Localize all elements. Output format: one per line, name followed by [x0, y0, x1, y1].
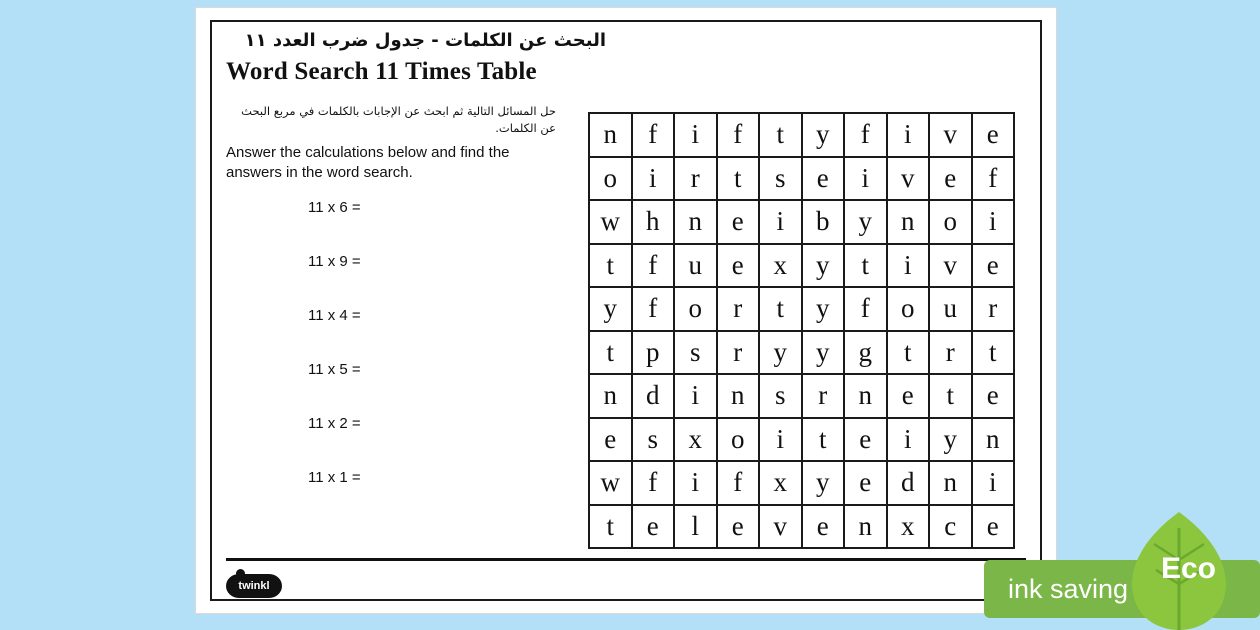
grid-cell: r	[675, 158, 718, 202]
instructions-english: Answer the calculations below and find the answers in the word search.	[226, 144, 510, 182]
grid-cell: y	[803, 114, 846, 158]
grid-cell: y	[803, 462, 846, 506]
grid-cell: e	[973, 375, 1016, 419]
grid-cell: e	[973, 506, 1016, 550]
page-title-arabic: البحث عن الكلمات - جدول ضرب العدد ١١	[244, 30, 606, 51]
grid-cell: y	[845, 201, 888, 245]
grid-cell: s	[633, 419, 676, 463]
grid-cell: w	[590, 462, 633, 506]
grid-cell: n	[718, 375, 761, 419]
grid-cell: g	[845, 332, 888, 376]
worksheet-page	[196, 8, 1056, 613]
page-title-english: Word Search 11 Times Table	[226, 58, 537, 85]
calculation-item: 11 x 6 =	[308, 199, 361, 216]
grid-cell: v	[930, 114, 973, 158]
grid-cell: r	[803, 375, 846, 419]
calculation-item: 11 x 5 =	[308, 361, 361, 378]
grid-cell: i	[973, 201, 1016, 245]
grid-cell: y	[760, 332, 803, 376]
grid-cell: t	[930, 375, 973, 419]
grid-cell: l	[675, 506, 718, 550]
grid-cell: f	[633, 462, 676, 506]
grid-cell: n	[888, 201, 931, 245]
grid-cell: e	[718, 201, 761, 245]
grid-cell: y	[590, 288, 633, 332]
grid-cell: v	[930, 245, 973, 289]
word-search-row	[590, 375, 1015, 419]
grid-cell: o	[888, 288, 931, 332]
grid-cell: f	[718, 462, 761, 506]
grid-cell: v	[888, 158, 931, 202]
grid-cell: n	[845, 375, 888, 419]
grid-cell: w	[590, 201, 633, 245]
grid-cell: b	[803, 201, 846, 245]
word-search-row	[590, 462, 1015, 506]
grid-cell: f	[845, 114, 888, 158]
grid-cell: e	[930, 158, 973, 202]
grid-cell: e	[718, 245, 761, 289]
grid-cell: r	[973, 288, 1016, 332]
grid-cell: f	[633, 245, 676, 289]
grid-cell: x	[760, 245, 803, 289]
grid-cell: t	[590, 332, 633, 376]
grid-cell: i	[888, 245, 931, 289]
grid-cell: e	[803, 158, 846, 202]
grid-cell: v	[760, 506, 803, 550]
grid-cell: e	[718, 506, 761, 550]
grid-cell: e	[973, 245, 1016, 289]
grid-cell: h	[633, 201, 676, 245]
grid-cell: x	[888, 506, 931, 550]
grid-cell: u	[930, 288, 973, 332]
grid-cell: r	[718, 332, 761, 376]
word-search-row	[590, 158, 1015, 202]
grid-cell: t	[590, 506, 633, 550]
grid-cell: e	[633, 506, 676, 550]
grid-cell: t	[760, 288, 803, 332]
word-search-row	[590, 506, 1015, 550]
grid-cell: i	[973, 462, 1016, 506]
grid-cell: t	[803, 419, 846, 463]
grid-cell: n	[930, 462, 973, 506]
grid-cell: i	[845, 158, 888, 202]
calculation-item: 11 x 2 =	[308, 415, 361, 432]
grid-cell: y	[803, 245, 846, 289]
grid-cell: s	[760, 375, 803, 419]
footer-divider	[226, 558, 1026, 561]
grid-cell: d	[888, 462, 931, 506]
word-search-row	[590, 288, 1015, 332]
word-search-row	[590, 245, 1015, 289]
grid-cell: f	[633, 114, 676, 158]
grid-cell: e	[590, 419, 633, 463]
grid-cell: o	[718, 419, 761, 463]
grid-cell: t	[973, 332, 1016, 376]
grid-cell: n	[590, 114, 633, 158]
grid-cell: i	[888, 419, 931, 463]
eco-word: Eco	[1160, 552, 1216, 585]
grid-cell: n	[590, 375, 633, 419]
grid-cell: o	[590, 158, 633, 202]
grid-cell: t	[888, 332, 931, 376]
grid-cell: i	[760, 201, 803, 245]
word-search-grid	[588, 112, 1015, 549]
grid-cell: d	[633, 375, 676, 419]
grid-cell: t	[760, 114, 803, 158]
grid-cell: e	[888, 375, 931, 419]
grid-cell: c	[930, 506, 973, 550]
calculations-list	[308, 200, 568, 524]
grid-cell: e	[803, 506, 846, 550]
grid-cell: i	[633, 158, 676, 202]
grid-cell: i	[888, 114, 931, 158]
grid-cell: r	[718, 288, 761, 332]
grid-cell: e	[845, 462, 888, 506]
grid-cell: f	[973, 158, 1016, 202]
grid-cell: y	[803, 332, 846, 376]
eco-label: ink saving	[1008, 573, 1129, 604]
grid-cell: e	[845, 419, 888, 463]
instructions-arabic: حل المسائل التالية ثم ابحث عن الإجابات بالكلمات في مربع البحث عن الكلمات.	[241, 104, 556, 135]
grid-cell: r	[930, 332, 973, 376]
grid-cell: y	[930, 419, 973, 463]
calculation-item: 11 x 1 =	[308, 469, 361, 486]
grid-cell: f	[718, 114, 761, 158]
grid-cell: s	[760, 158, 803, 202]
grid-cell: n	[675, 201, 718, 245]
grid-cell: e	[973, 114, 1016, 158]
twinkl-logo: twinkl	[226, 574, 282, 598]
grid-cell: i	[675, 114, 718, 158]
grid-cell: x	[675, 419, 718, 463]
grid-cell: f	[845, 288, 888, 332]
grid-cell: s	[675, 332, 718, 376]
grid-cell: i	[675, 462, 718, 506]
calculation-item: 11 x 9 =	[308, 253, 361, 270]
eco-badge	[960, 520, 1260, 630]
grid-cell: i	[760, 419, 803, 463]
word-search-row	[590, 114, 1015, 158]
grid-cell: x	[760, 462, 803, 506]
grid-cell: n	[973, 419, 1016, 463]
grid-cell: u	[675, 245, 718, 289]
grid-cell: y	[803, 288, 846, 332]
grid-cell: o	[930, 201, 973, 245]
grid-cell: n	[845, 506, 888, 550]
grid-cell: t	[845, 245, 888, 289]
grid-cell: t	[718, 158, 761, 202]
grid-cell: i	[675, 375, 718, 419]
word-search-row	[590, 201, 1015, 245]
calculation-item: 11 x 4 =	[308, 307, 361, 324]
grid-cell: o	[675, 288, 718, 332]
grid-cell: p	[633, 332, 676, 376]
grid-cell: f	[633, 288, 676, 332]
word-search-row	[590, 332, 1015, 376]
grid-cell: t	[590, 245, 633, 289]
word-search-row	[590, 419, 1015, 463]
